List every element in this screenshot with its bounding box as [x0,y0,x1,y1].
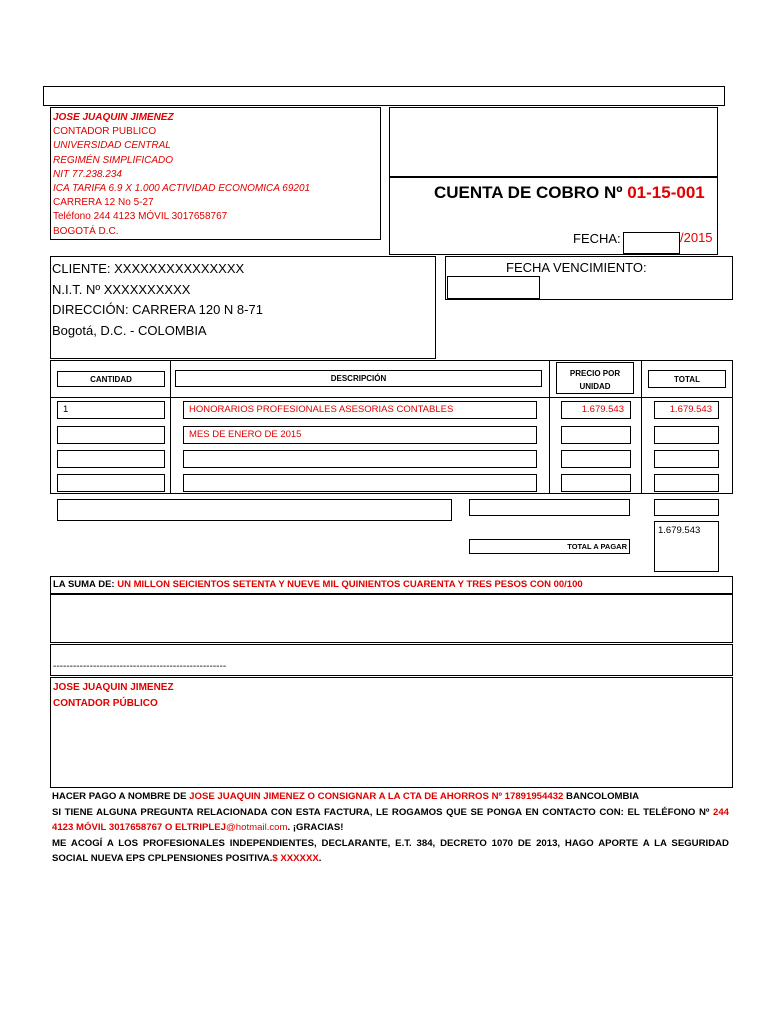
row-1-total[interactable]: 1.679.543 [654,401,719,419]
issuer-box [50,107,381,240]
client-address: DIRECCIÓN: CARRERA 120 N 8-71 [52,302,263,317]
col-divider-1 [170,360,171,494]
issuer-phone: Teléfono 244 4123 MÓVIL 3017658767 [53,211,228,223]
date-field[interactable] [623,232,680,254]
due-date-field[interactable] [447,276,540,299]
sum-text: UN MILLON SEICIENTOS SETENTA Y NUEVE MIL QUINIENTOS CUARENTA Y TRES PESOS CON 00/100 [117,579,583,590]
signature-line-box [50,644,733,676]
row-3-desc[interactable] [183,450,537,468]
invoice-title: CUENTA DE COBRO Nº 01-15-001 [434,183,705,202]
issuer-name: JOSE JUAQUIN JIMENEZ [53,112,174,123]
col-divider-3 [641,360,642,494]
row-4-unit[interactable] [561,474,631,492]
issuer-regime: REGIMÉN SIMPLIFICADO [53,154,174,166]
subtotal-label-field[interactable] [469,499,630,516]
client-nit: N.I.T. Nº XXXXXXXXXX [52,281,191,297]
footer-email[interactable]: @hotmail.com [226,822,288,833]
footer-payment: HACER PAGO A NOMBRE DE JOSE JUAQUIN JIMENEZ O CONSIGNAR A LA CTA DE AHORROS Nº 17891954432 BANCOLOMBIA [52,791,640,802]
issuer-ica: ICA TARIFA 6.9 X 1.000 ACTIVIDAD ECONOMICA 69201 [53,183,311,195]
signature-title: CONTADOR PÚBLICO [53,698,158,709]
row-3-qty[interactable] [57,450,165,468]
row-2-qty[interactable] [57,426,165,444]
issuer-city: BOGOTÁ D.C. [53,225,119,237]
signature-box [50,677,733,788]
signature-name: JOSE JUAQUIN JIMENEZ [53,682,174,693]
issuer-address: CARRERA 12 No 5-27 [53,197,154,209]
row-1-qty[interactable]: 1 [57,401,165,419]
grand-total-value: 1.679.543 [654,521,719,572]
header-row-divider [50,397,733,398]
header-desc: DESCRIPCIÓN [175,370,542,387]
header-total: TOTAL [648,370,726,388]
row-1-desc[interactable]: HONORARIOS PROFESIONALES ASESORIAS CONTABLES [183,401,537,419]
client-box [50,256,436,359]
row-4-desc[interactable] [183,474,537,492]
sum-box [50,576,733,594]
logo-box [389,107,718,177]
footer-legal: ME ACOGÍ A LOS PROFESIONALES INDEPENDIENTES, DECLARANTE, E.T. 384, DECRETO 1070 DE 2013, HAGO APORTE A LA SEGURIDAD SOCIAL NUEVA EPS CPLPENSIONES POSITIVA.$ XXXXXX. [52,837,729,864]
client-city: Bogotá, D.C. - COLOMBIA [52,322,207,338]
row-1-unit[interactable]: 1.679.543 [561,401,631,419]
row-3-total[interactable] [654,450,719,468]
sum-extra-box [50,594,733,643]
due-date-label: FECHA VENCIMIENTO: [506,260,647,275]
footer-contact: SI TIENE ALGUNA PREGUNTA RELACIONADA CON ESTA FACTURA, LE ROGAMOS QUE SE PONGA EN CONTACTO CON: EL TELÉFONO Nº 244 4123 MÓVIL 3017658767 O ELTRIPLEJ@hotmail.com. ¡GRACIAS! [52,806,729,833]
col-divider-2 [549,360,550,494]
date-label: FECHA: [573,231,621,246]
date-year: /2015 [680,230,713,245]
row-3-unit[interactable] [561,450,631,468]
issuer-university: UNIVERSIDAD CENTRAL [53,140,171,152]
signature-line: ---------------------------------------------------- [53,661,227,672]
footer-notes [52,789,729,867]
invoice-box [389,177,718,255]
issuer-nit: NIT 77.238.234 [53,168,122,180]
row-2-unit[interactable] [561,426,631,444]
row-4-total[interactable] [654,474,719,492]
total-label: TOTAL A PAGAR [469,539,630,554]
notes-field[interactable] [57,499,452,521]
subtotal-value-field[interactable] [654,499,719,516]
row-4-qty[interactable] [57,474,165,492]
invoice-number: 01-15-001 [627,183,705,202]
row-2-desc[interactable]: MES DE ENERO DE 2015 [183,426,537,444]
client-name: CLIENTE: XXXXXXXXXXXXXXX [52,261,245,276]
header-unit-price: PRECIO POR UNIDAD [556,362,634,394]
row-2-total[interactable] [654,426,719,444]
issuer-title: CONTADOR PUBLICO [53,126,157,138]
sum-label: LA SUMA DE: [53,579,118,590]
top-banner [43,86,725,106]
header-qty: CANTIDAD [57,371,165,387]
